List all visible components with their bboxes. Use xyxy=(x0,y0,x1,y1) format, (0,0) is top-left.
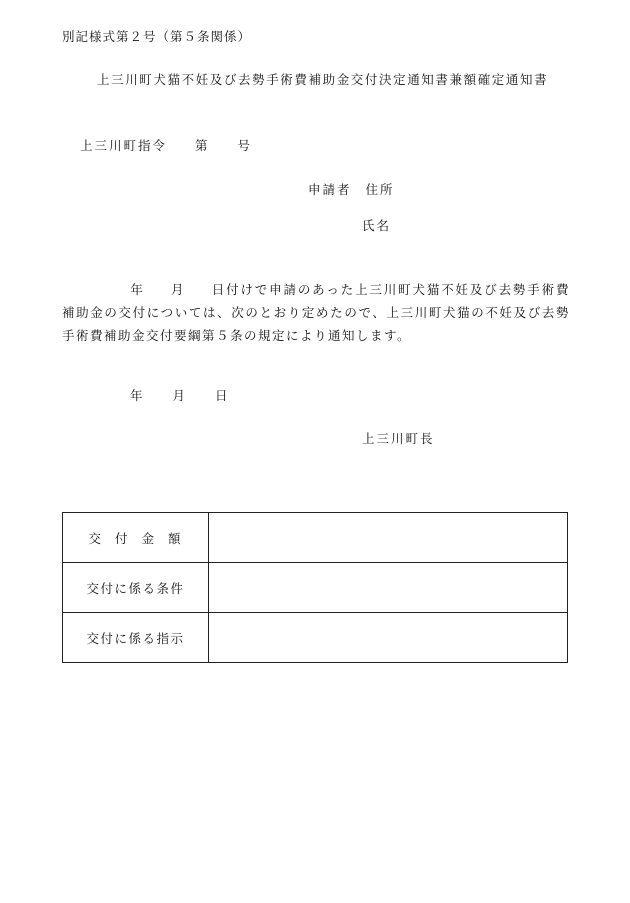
date-year: 年 xyxy=(130,388,145,403)
table-row xyxy=(63,613,568,663)
form-id: 別記様式第２号（第５条関係） xyxy=(62,29,252,44)
doc-number-suffix: 号 xyxy=(237,138,253,153)
issuer: 上三川町長 xyxy=(362,431,435,446)
body-text: 日付けで申請のあった上三川町犬猫不妊及び去勢手術費補助金の交付については、次のとおり定めたので、上三川町犬猫の不妊及び去勢手術費補助金交付要綱第５条の規定により通知します。 xyxy=(62,282,570,343)
body-month: 月 xyxy=(170,282,186,297)
date-month: 月 xyxy=(172,388,188,403)
address-label: 住所 xyxy=(365,182,395,197)
grant-info-table xyxy=(62,512,568,663)
body-year: 年 xyxy=(130,282,145,297)
applicant-label: 申請者 xyxy=(308,182,352,197)
document-title: 上三川町犬猫不妊及び去勢手術費補助金交付決定通知書兼額確定通知書 xyxy=(97,72,549,87)
table-label-amount: 交付金額 xyxy=(63,513,209,563)
table-label-conditions: 交付に係る条件 xyxy=(63,563,209,613)
notice-body xyxy=(62,278,570,347)
table-row xyxy=(63,513,568,563)
doc-number-prefix: 第 xyxy=(195,138,210,153)
table-label-instructions: 交付に係る指示 xyxy=(63,613,209,663)
table-value-amount xyxy=(209,513,568,563)
document-number xyxy=(80,136,252,154)
table-row xyxy=(63,563,568,613)
applicant-name-label: 氏名 xyxy=(362,218,392,233)
table-value-instructions xyxy=(209,613,568,663)
doc-number-office: 上三川町指令 xyxy=(80,138,168,153)
applicant-address xyxy=(308,180,395,198)
table-value-conditions xyxy=(209,563,568,613)
notice-date xyxy=(130,386,230,404)
date-day: 日 xyxy=(215,388,230,403)
